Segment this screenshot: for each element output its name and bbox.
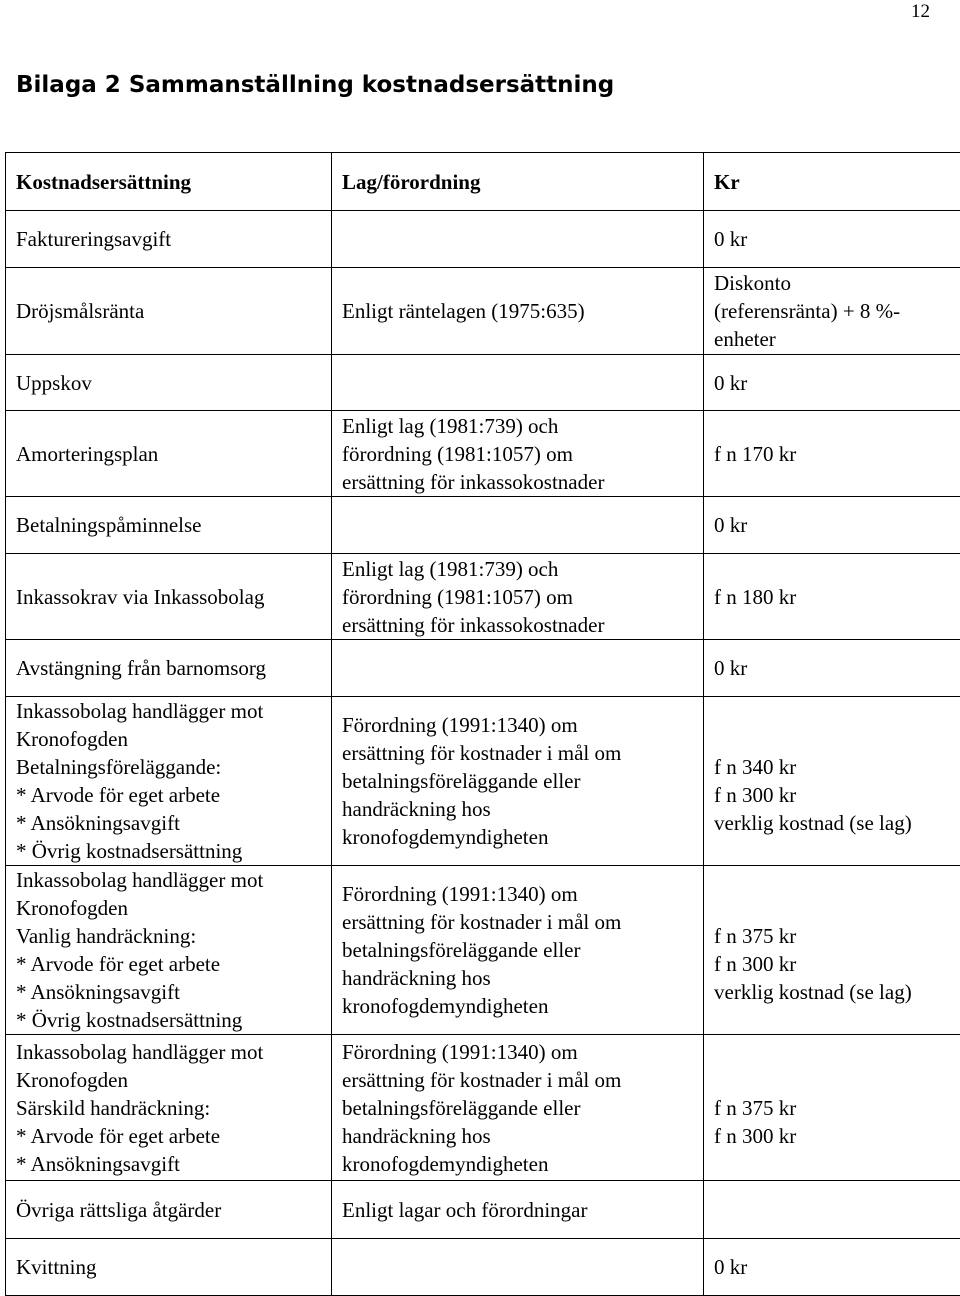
cost-item-cell: Kvittning — [6, 1239, 332, 1296]
cost-item-cell: Avstängning från barnomsorg — [6, 640, 332, 697]
cost-item-cell: Inkassobolag handlägger mot Kronofogden Särskild handräckning: * Arvode för eget arbete * Ansökningsavgift — [6, 1035, 332, 1181]
table-row — [6, 866, 960, 1035]
cost-item-cell: Betalningspåminnelse — [6, 497, 332, 554]
amount-cell: f n 375 kr f n 300 kr — [704, 1035, 960, 1181]
law-cell — [332, 355, 704, 411]
cost-item-cell: Uppskov — [6, 355, 332, 411]
amount-cell: f n 375 kr f n 300 kr verklig kostnad (se lag) — [704, 866, 960, 1035]
table-header-row — [6, 153, 960, 211]
cost-summary-table — [5, 152, 960, 1296]
cost-item-cell: Övriga rättsliga åtgärder — [6, 1181, 332, 1239]
amount-cell: 0 kr — [704, 355, 960, 411]
amount-cell: f n 170 kr — [704, 411, 960, 497]
table-row — [6, 554, 960, 640]
table-row — [6, 1181, 960, 1239]
table-row — [6, 1035, 960, 1181]
document-title: Bilaga 2 Sammanställning kostnadsersättning — [16, 68, 614, 102]
table-row — [6, 411, 960, 497]
law-cell: Enligt lag (1981:739) och förordning (1981:1057) om ersättning för inkassokostnader — [332, 554, 704, 640]
cost-item-cell: Inkassobolag handlägger mot Kronofogden Betalningsföreläggande: * Arvode för eget arbete * Ansökningsavgift * Övrig kostnadsersättning — [6, 697, 332, 866]
table-row — [6, 497, 960, 554]
cost-item-cell: Amorteringsplan — [6, 411, 332, 497]
page-number: 12 — [911, 0, 930, 24]
table-row — [6, 268, 960, 355]
table-row — [6, 1239, 960, 1296]
amount-cell: Diskonto (referensränta) + 8 %- enheter — [704, 268, 960, 355]
law-cell: Förordning (1991:1340) om ersättning för kostnader i mål om betalningsföreläggande eller handräckning hos kronofogdemyndigheten — [332, 697, 704, 866]
law-cell — [332, 640, 704, 697]
column-header-amount: Kr — [704, 153, 960, 211]
law-cell — [332, 497, 704, 554]
amount-cell — [704, 1181, 960, 1239]
law-cell: Förordning (1991:1340) om ersättning för kostnader i mål om betalningsföreläggande eller handräckning hos kronofogdemyndigheten — [332, 1035, 704, 1181]
law-cell — [332, 211, 704, 268]
table-row — [6, 697, 960, 866]
cost-item-cell: Inkassobolag handlägger mot Kronofogden Vanlig handräckning: * Arvode för eget arbete * Ansökningsavgift * Övrig kostnadsersättning — [6, 866, 332, 1035]
law-cell: Enligt lag (1981:739) och förordning (1981:1057) om ersättning för inkassokostnader — [332, 411, 704, 497]
law-cell: Enligt räntelagen (1975:635) — [332, 268, 704, 355]
cost-item-cell: Inkassokrav via Inkassobolag — [6, 554, 332, 640]
amount-cell: f n 340 kr f n 300 kr verklig kostnad (se lag) — [704, 697, 960, 866]
law-cell: Förordning (1991:1340) om ersättning för kostnader i mål om betalningsföreläggande eller handräckning hos kronofogdemyndigheten — [332, 866, 704, 1035]
amount-cell: 0 kr — [704, 211, 960, 268]
table-row — [6, 355, 960, 411]
cost-item-cell: Faktureringsavgift — [6, 211, 332, 268]
law-cell: Enligt lagar och förordningar — [332, 1181, 704, 1239]
amount-cell: 0 kr — [704, 497, 960, 554]
column-header-cost: Kostnadsersättning — [6, 153, 332, 211]
law-cell — [332, 1239, 704, 1296]
amount-cell: 0 kr — [704, 640, 960, 697]
column-header-law: Lag/förordning — [332, 153, 704, 211]
table-row — [6, 640, 960, 697]
amount-cell: 0 kr — [704, 1239, 960, 1296]
table-row — [6, 211, 960, 268]
cost-item-cell: Dröjsmålsränta — [6, 268, 332, 355]
amount-cell: f n 180 kr — [704, 554, 960, 640]
